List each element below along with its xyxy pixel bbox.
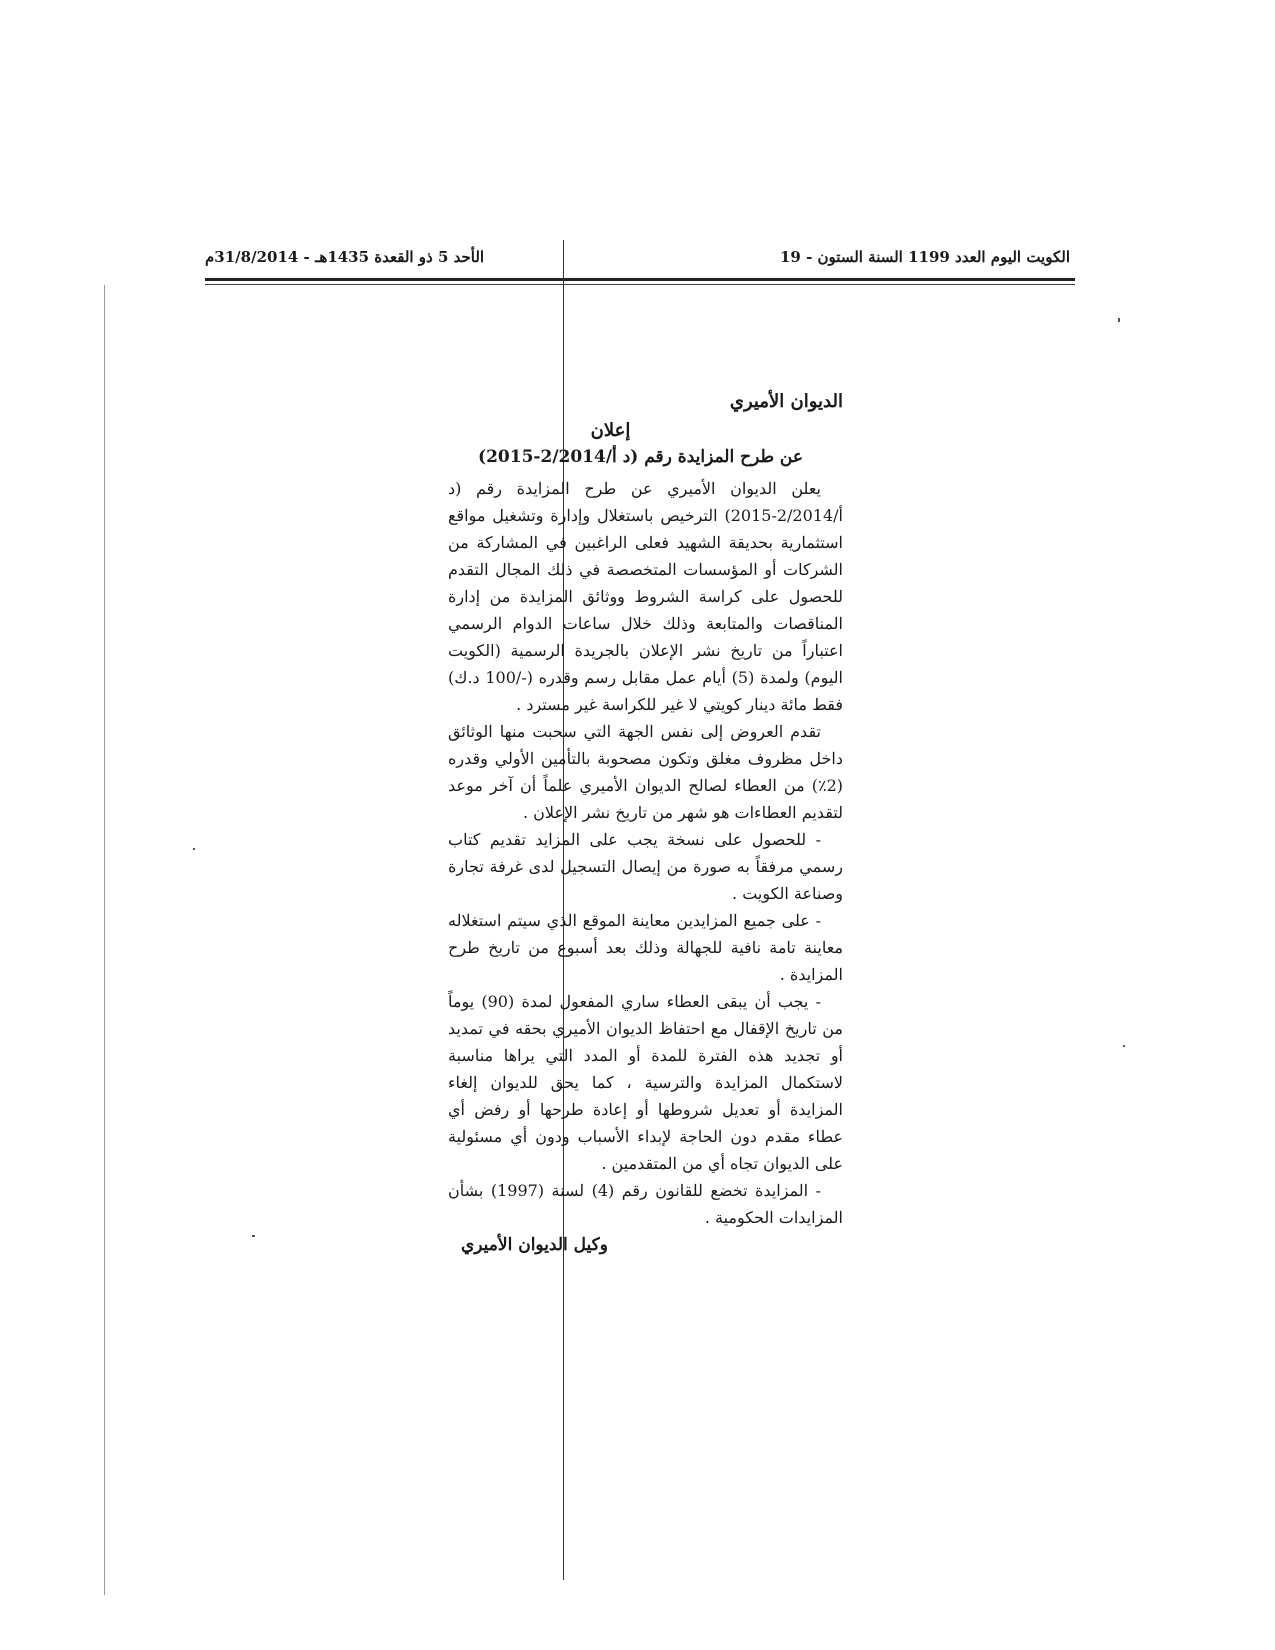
signature-line: وكيل الديوان الأميري — [460, 1235, 608, 1255]
bullet-copy-request: - للحصول على نسخة يجب على المزايد تقديم كتاب رسمي مرفقاً به صورة من إيصال التسجيل لدى غرفة تجارة وصناعة الكويت . — [448, 830, 843, 903]
paragraph-submission: تقدم العروض إلى نفس الجهة التي سحبت منها الوثائق داخل مظروف مغلق وتكون مصحوبة بالتأمين الأولي وقدره (2٪) من العطاء لصالح الديوان الأميري علماً أن آخر موعد لتقديم العطاءات هو شهر من تاريخ نشر الإعلان . — [448, 722, 843, 822]
header-rule-thick — [205, 278, 1075, 281]
announcement-title: إعلان — [590, 420, 631, 441]
bullet-governing-law: - المزايدة تخضع للقانون رقم (4) لسنة (1997) بشأن المزايدات الحكومية . — [448, 1181, 843, 1227]
scan-speck — [193, 848, 195, 850]
issuer-heading: الديوان الأميري — [729, 391, 843, 412]
header-rule-thin — [205, 284, 1075, 285]
announcement-subtitle: عن طرح المزايدة رقم (د أ/2/2014-2015) — [478, 447, 803, 467]
bullet-site-inspection: - على جميع المزايدين معاينة الموقع الذي سيتم استغلاله معاينة تامة نافية للجهالة وذلك بعد أسبوع من تاريخ طرح المزايدة . — [448, 911, 843, 984]
scan-margin-line — [104, 285, 105, 1595]
paragraph-intro: يعلن الديوان الأميري عن طرح المزايدة رقم (د أ/2/2014-2015) الترخيص باستغلال وإدارة وتشغيل مواقع استثمارية بحديقة الشهيد فعلى الراغبين في المشاركة من الشركات أو المؤسسات المتخصصة في ذلك المجال التقدم للحصول على كراسة الشروط ووثائق المزايدة من إدارة المناقصات والمتابعة وذلك خلال ساعات الدوام الرسمي اعتباراً من تاريخ نشر الإعلان بالجريدة الرسمية (الكويت اليوم) ولمدة (5) أيام عمل مقابل رسم وقدره (-/100 د.ك) فقط مائة دينار كويتي لا غير للكراسة غير مسترد . — [448, 479, 843, 714]
header-date: الأحد 5 ذو القعدة 1435هـ - 31/8/2014م — [205, 248, 485, 266]
scan-speck — [1118, 318, 1120, 322]
scan-speck — [1123, 1045, 1125, 1047]
announcement-article — [448, 388, 843, 1231]
bullet-bid-validity: - يجب أن يبقى العطاء ساري المفعول لمدة (90) يوماً من تاريخ الإقفال مع احتفاظ الديوان الأميري بحقه في تمديد أو تجديد هذه الفترة للمدة أو المدد التي يراها مناسبة لاستكمال المزايدة والترسية ، كما يحق للديوان إلغاء المزايدة أو تعديل شروطها أو إعادة طرحها أو رفض أي عطاء مقدم دون الحاجة لإبداء الأسباب ودون أي مسئولية على الديوان تجاه أي من المتقدمين . — [448, 992, 843, 1173]
scan-speck — [252, 1235, 255, 1237]
header-issue-info: الكويت اليوم العدد 1199 السنة الستون - 19 — [779, 248, 1070, 266]
